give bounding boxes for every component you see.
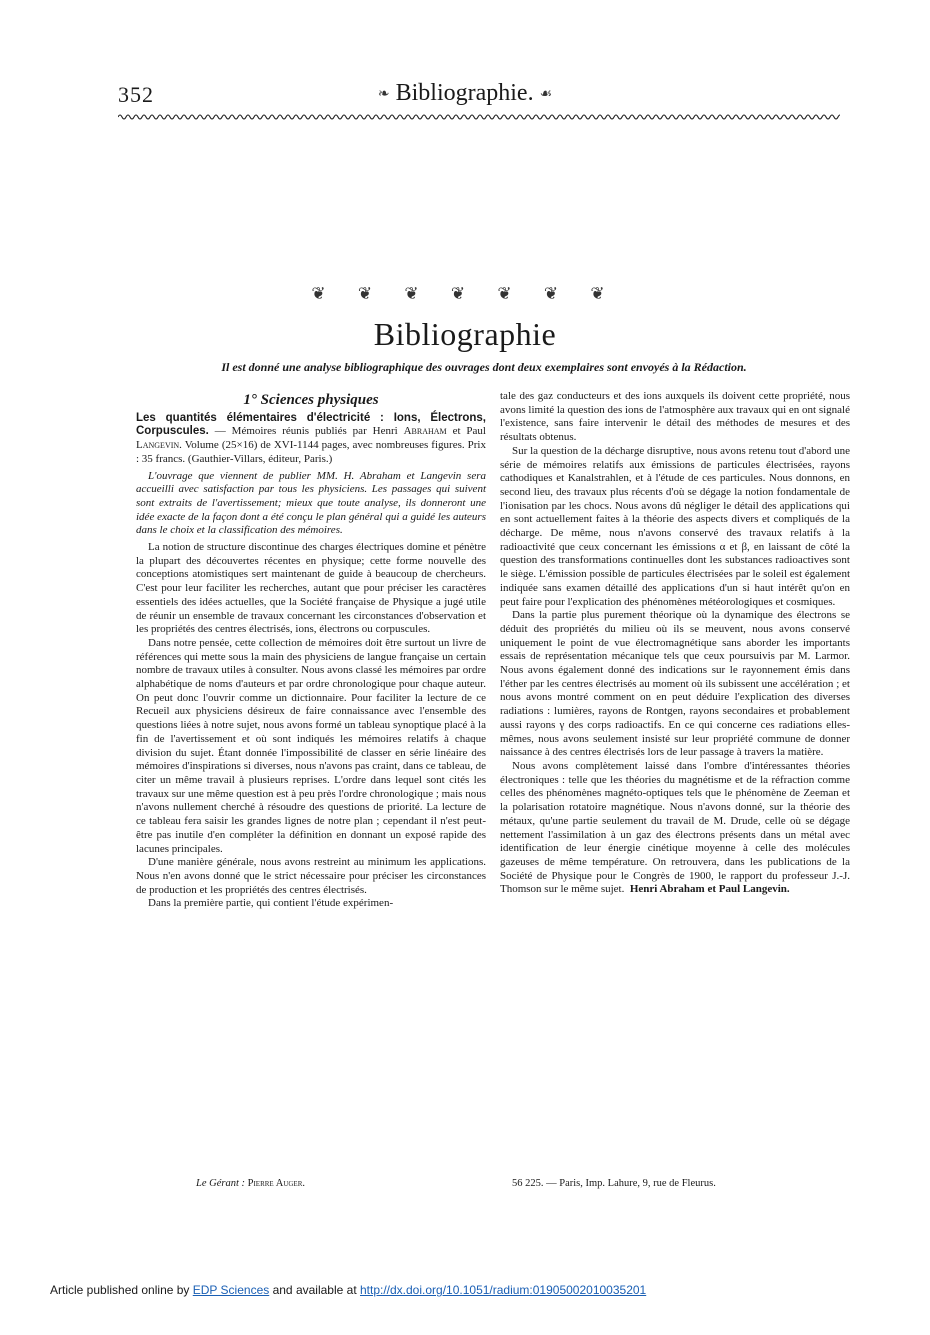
signature: Henri Abraham et Paul Langevin. (629, 883, 790, 896)
entry-paragraph (136, 412, 486, 467)
intro-note: Il est donné une analyse bibliographique des ouvrages dont deux exemplaires sont envoyés à la Rédaction. (221, 360, 747, 374)
running-head (0, 80, 930, 107)
right-column (500, 390, 850, 897)
entry-author-1: Abraham (403, 425, 447, 438)
body-paragraph: tale des gaz conducteurs et des ions auxquels ils doivent cette propriété, nous avons limité la question des ions de l'atmosphère aux travaux qui en ont signalé l'existence, sans faire intervenir le détail des méthodes de mesures et des résultats obtenus. (500, 390, 850, 444)
gerant-label: Le Gérant : (196, 1178, 245, 1189)
page-number: 352 (118, 82, 154, 107)
fleuron-left-icon: ❧ (377, 86, 390, 102)
entry-mid: et Paul (446, 425, 486, 438)
doi-link[interactable]: http://dx.doi.org/10.1051/radium:01905002010035201 (359, 1283, 647, 1297)
ornament-row: ❦ ❦ ❦ ❦ ❦ ❦ ❦ (311, 284, 619, 303)
entry-author-2: Langevin (136, 439, 180, 452)
publisher-line: Article published online by EDP Sciences and available at http://dx.doi.org/10.1051/radium:01905002010035201 (50, 1283, 647, 1297)
body-paragraph: La notion de structure discontinue des charges électriques domine et pénètre la plupart des découvertes récentes en physique; cette forme nouvelle des conceptions atomistiques sert maintenant de guide à beaucoup de chercheurs. C'est pour leur faciliter les recherches, autant que pour préciser les caractères essentiels des idées actuelles, que la Société française de Physique a jugé utile de réunir un ensemble de travaux concernant les circonstances d'observation et les propriétés des centres électrisés, ions, électrons ou corpuscules. (136, 541, 486, 636)
body-paragraph: Dans notre pensée, cette collection de mémoires doit être surtout un livre de références qui mette sous la main des physiciens de langue française un certain nombre de travaux utiles à consulter. Nous avons classé les mémoires par ordre alphabétique de noms d'auteurs et par ordre chronologique pour chaque auteur. On peut donc l'ouvrir comme un dictionnaire. Pour faciliter la lecture de ce Recueil aux physiciens désireux de faire connaissance avec l'ensemble des questions liées à notre sujet, nous avons formé un tableau synoptique placé à la fin de l'avertissement et où sont indiqués les mémoires relatifs à chaque division du sujet. Étant donnée l'impossibilité de classer en série linéaire des mémoires d'inspirations si diverses, nous n'avons pas craint, dans ce tableau, de citer un même travail à plusieurs reprises. L'ordre dans lequel sont cités les travaux sur une même question est à peu près l'ordre chronologique ; mais nous n'avons nullement cherché à résoudre des questions de priorité. La lecture de ce tableau fera saisir les grandes lignes de notre plan ; cependant il n'est peut-être pas inutile d'en compléter la définition en donnant un exposé rapide des lacunes principales. (136, 636, 486, 855)
entry-lead: — Mémoires réunis publiés par Henri (208, 425, 404, 438)
wavy-rule (118, 112, 840, 122)
body-paragraph: Dans la première partie, qui contient l'étude expérimen- (148, 897, 394, 910)
body-paragraph: L'ouvrage que viennent de publier MM. H. Abraham et Langevin sera accueilli avec satisfaction par tous les physiciens. Les passages qui suivent sont extraits de l'avertissement; mieux que toute analyse, ils donneront une idée exacte de la façon dont a été conçu le plan général qui a guidé les auteurs dans le choix et la classification des mémoires. (136, 469, 486, 537)
body-paragraph: Nous avons complètement laissé dans l'ombre d'intéressantes théories électroniques : telle que les théories du magnétisme et de la réfraction comme celles des phénomènes magnéto-optiques tels que le phénomène de Zeeman et la polarisation rotatoire magnétique. Nous n'avons donné, sur la théorie des métaux, qu'une partie seulement du travail de M. Drude, celle où se dégage nettement l'assimilation à un gaz des électrons présents dans un métal avec identification de leur énergie cinétique moyenne à celle des molécules gazeuses de même température. On retrouvera, dans les publications de la Société de Physique pour le Congrès de 1900, le rapport du professeur J.-J. Thomson sur le même sujet. Henri Abraham et Paul Langevin. (500, 759, 850, 896)
body-paragraph: Dans la partie plus purement théorique où la dynamique des électrons se déduit des propriétés du milieu où ils se meuvent, nous avons conservé uniquement le point de vue électromagnétique sans aborder les importants essais de représentation mécanique tels que ceux poursuivis par M. Larmor. Nous avons également donné des indications sur le rayonnement émis dans l'éther par les centres électrisés au moment où ils subissent une accélération ; et nous avons montré comment on en peut déduire l'explication des diverses radiations : lumières, rayons de Rontgen, rayons secondaires et probablement aussi rayons γ des corps radioactifs. En ce qui concerne ces radiations elles-mêmes, nous avons seulement insisté sur leur propriété commune de donner naissance à des centres électrisés lors de leur passage à travers la matière. (500, 609, 850, 759)
footer-printer: 56 225. — Paris, Imp. Lahure, 9, rue de Fleurus. (512, 1178, 716, 1189)
fleuron-right-icon: ☙ (539, 86, 553, 102)
entry-details: . Volume (25×16) de XVI-1144 pages, avec nombreuses figures. Prix : 35 francs. (Gauthier-Villars, éditeur, Paris.) (136, 439, 486, 465)
section-title: 1° Sciences physiques (243, 392, 379, 408)
body-paragraph: D'une manière générale, nous avons restreint au minimum les applications. Nous n'en avons donné que le strict nécessaire pour préciser les circonstances de production et les propriétés des centres électrisés. (136, 856, 486, 896)
body-paragraph: Sur la question de la décharge disruptive, nous avons retenu tout d'abord une série de mémoires relatifs aux émissions de particules électrisées, rayons cathodiques et Kanalstrahlen, et à l'étude de ces particules. Nous donnons, en second lieu, des travaux plus récents d'où se dégage la notion fondamentale de l'ionisation par les chocs. Nous avons dû négliger le détail des applications qui en sont actuellement faites à la théorie des aspects divers et compliqués de la décharge. De même, nous n'avons conservé des travaux relatifs à la radioactivité que ceux concernant les émissions α et β, en laissant de côté la question des transformations continuelles dont les substances radioactives sont le siège. L'émission possible de particules électrisées par le soleil est également indiquée sans examen détaillé des applications d'un si haut intérêt qu'on en peut faire pour l'explication des phénomènes météorologiques et cosmiques. (500, 444, 850, 608)
footer-gerant (196, 1178, 305, 1189)
running-title: Bibliographie. (395, 80, 534, 106)
page-title: Bibliographie (373, 316, 557, 352)
left-column (136, 394, 486, 911)
entry-title: Les quantités élémentaires d'électricité : Ions, Électrons, Corpuscules. (136, 411, 486, 438)
edp-link[interactable]: EDP Sciences (192, 1283, 270, 1297)
gerant-name: Pierre Auger. (247, 1178, 305, 1189)
